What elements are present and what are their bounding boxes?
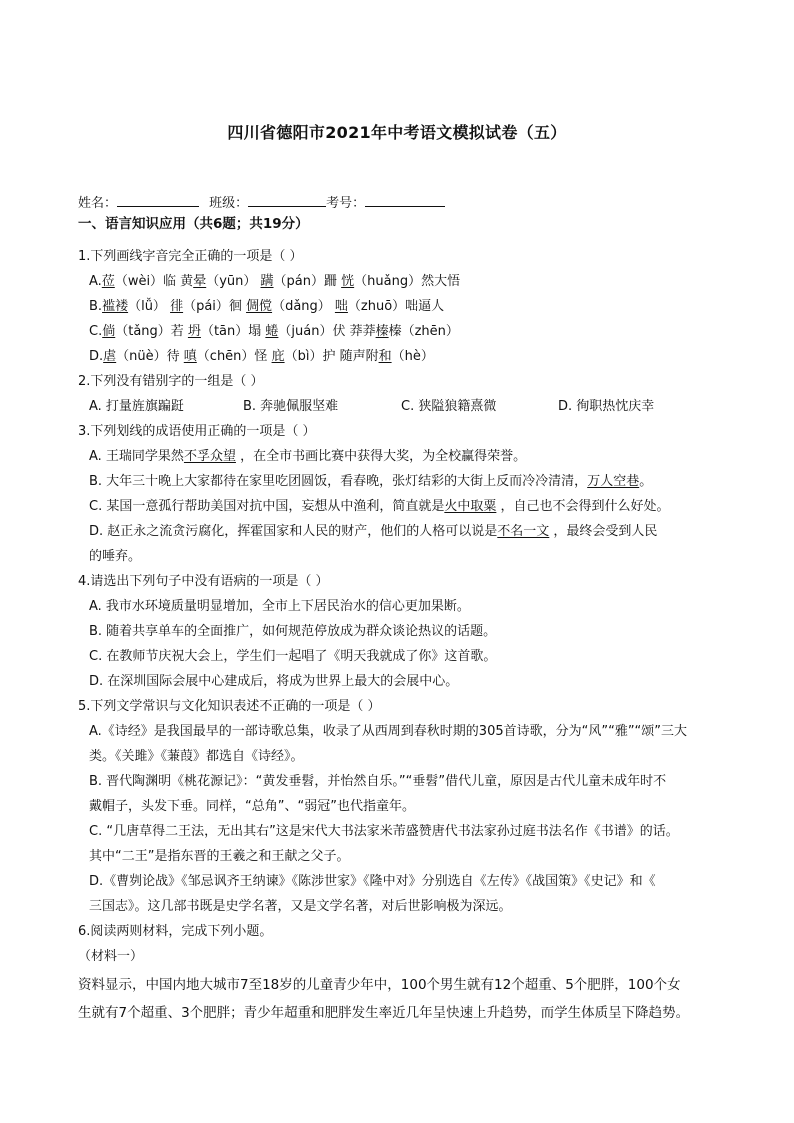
- q5-option-d: D.《曹刿论战》《邹忌讽齐王纳谏》《陈涉世家》《隆中对》分别选自《左传》《战国策》《史记》和《: [89, 874, 656, 889]
- q2-option-c: C. 狭隘狼籍熹微: [401, 399, 497, 414]
- q5-option-c: C. “几唐草得二王法，无出其右”这是宋代大书法家米芾盛赞唐代书法家孙过庭书法名作《书谱》的话。: [89, 824, 679, 839]
- q3-option-d: D. 赵正永之流贪污腐化，挥霍国家和人民的财产，他们的人格可以说是不名一文 ，最终会受到人民: [89, 524, 658, 539]
- q2-option-d: D. 徇职热忱庆幸: [558, 399, 655, 414]
- name-blank[interactable]: [117, 194, 199, 207]
- q5-option-b-cont: 戴帽子，头发下垂。同样，“总角”、“弱冠”也代指童年。: [89, 799, 415, 814]
- q1-option-a: A.莅（wèi）临 黄晕（yūn） 蹒（pán）跚 恍（huǎng）然大悟: [89, 274, 461, 289]
- class-label: 班级：: [209, 196, 249, 211]
- q3-option-d-cont: 的唾弃。: [89, 549, 142, 564]
- class-blank[interactable]: [248, 194, 326, 207]
- section-heading: 一、语言知识应用（共6题；共19分）: [78, 216, 309, 232]
- material-1-para-line1: 资料显示，中国内地大城市7至18岁的儿童青少年中，100个男生就有12个超重、5个肥胖，100个女: [78, 977, 681, 993]
- q5-option-a: A.《诗经》是我国最早的一部诗歌总集，收录了从西周到春秋时期的305首诗歌，分为“风”“雅”“颂”三大: [89, 724, 688, 739]
- q3-option-b: B. 大年三十晚上大家都待在家里吃团圆饭，看春晚，张灯结彩的大街上反而冷冷清清，万人空巷。: [89, 474, 653, 489]
- q5-option-a-cont: 类。《关雎》《蒹葭》都选自《诗经》。: [89, 749, 304, 764]
- q6-stem: 6.阅读两则材料，完成下列小题。: [78, 924, 273, 939]
- q4-stem: 4.请选出下列句子中没有语病的一项是（ ）: [78, 574, 329, 589]
- q1-option-d: D.虐（nüè）待 嗔（chēn）怪 庇（bì）护 随声附和（hè）: [89, 349, 434, 364]
- q1-stem: 1.下列画线字音完全正确的一项是（ ）: [78, 249, 303, 264]
- material-1-heading: （材料一）: [78, 949, 144, 964]
- q4-option-d: D. 在深圳国际会展中心建成后，将成为世界上最大的会展中心。: [89, 674, 459, 689]
- q2-options: [89, 398, 709, 416]
- q3-option-c: C. 某国一意孤行帮助美国对抗中国，妄想从中渔利，简直就是火中取粟 ，自己也不会得到什么好处。: [89, 499, 670, 514]
- page-title: 四川省德阳市2021年中考语文模拟试卷（五）: [227, 123, 567, 142]
- q4-option-a: A. 我市水环境质量明显增加，全市上下居民治水的信心更加果断。: [89, 599, 470, 614]
- name-label: 姓名：: [78, 196, 118, 211]
- student-info-row: [78, 194, 445, 213]
- exam-no-label: 考号：: [326, 196, 366, 211]
- q4-option-c: C. 在教师节庆祝大会上，学生们一起唱了《明天我就成了你》这首歌。: [89, 649, 497, 664]
- q3-option-a: A. 王瑞同学果然不孚众望 ，在全市书画比赛中获得大奖，为全校赢得荣誉。: [89, 449, 527, 464]
- material-1-para-line2: 生就有7个超重、3个肥胖；青少年超重和肥胖发生率近几年呈快速上升趋势，而学生体质呈下降趋势。: [78, 1005, 690, 1021]
- q2-option-b: B. 奔驰佩服坚难: [243, 399, 339, 414]
- q5-option-b: B. 晋代陶渊明《桃花源记》：“黄发垂髫，并怡然自乐。”“垂髫”借代儿童，原因是古代儿童未成年时不: [89, 774, 667, 789]
- q5-option-d-cont: 三国志》。这几部书既是史学名著，又是文学名著，对后世影响极为深远。: [89, 899, 512, 914]
- q1-option-b: B.褴褛（lǚ） 徘（pái）徊 倜傥（dǎng） 咄（zhuō）咄逼人: [89, 299, 445, 314]
- q2-stem: 2.下列没有错别字的一组是（ ）: [78, 374, 264, 389]
- q5-stem: 5.下列文学常识与文化知识表述不正确的一项是（ ）: [78, 699, 381, 714]
- q5-option-c-cont: 其中“二王”是指东晋的王羲之和王献之父子。: [89, 849, 350, 864]
- q1-option-c: C.倘（tǎng）若 坍（tān）塌 蜷（juán）伏 莽莽榛榛（zhēn）: [89, 324, 459, 339]
- q2-option-a: A. 打量旌旗蹁跹: [89, 399, 184, 414]
- q4-option-b: B. 随着共享单车的全面推广，如何规范停放成为群众谈论热议的话题。: [89, 624, 497, 639]
- q3-stem: 3.下列划线的成语使用正确的一项是（ ）: [78, 424, 316, 439]
- exam-no-blank[interactable]: [365, 194, 445, 207]
